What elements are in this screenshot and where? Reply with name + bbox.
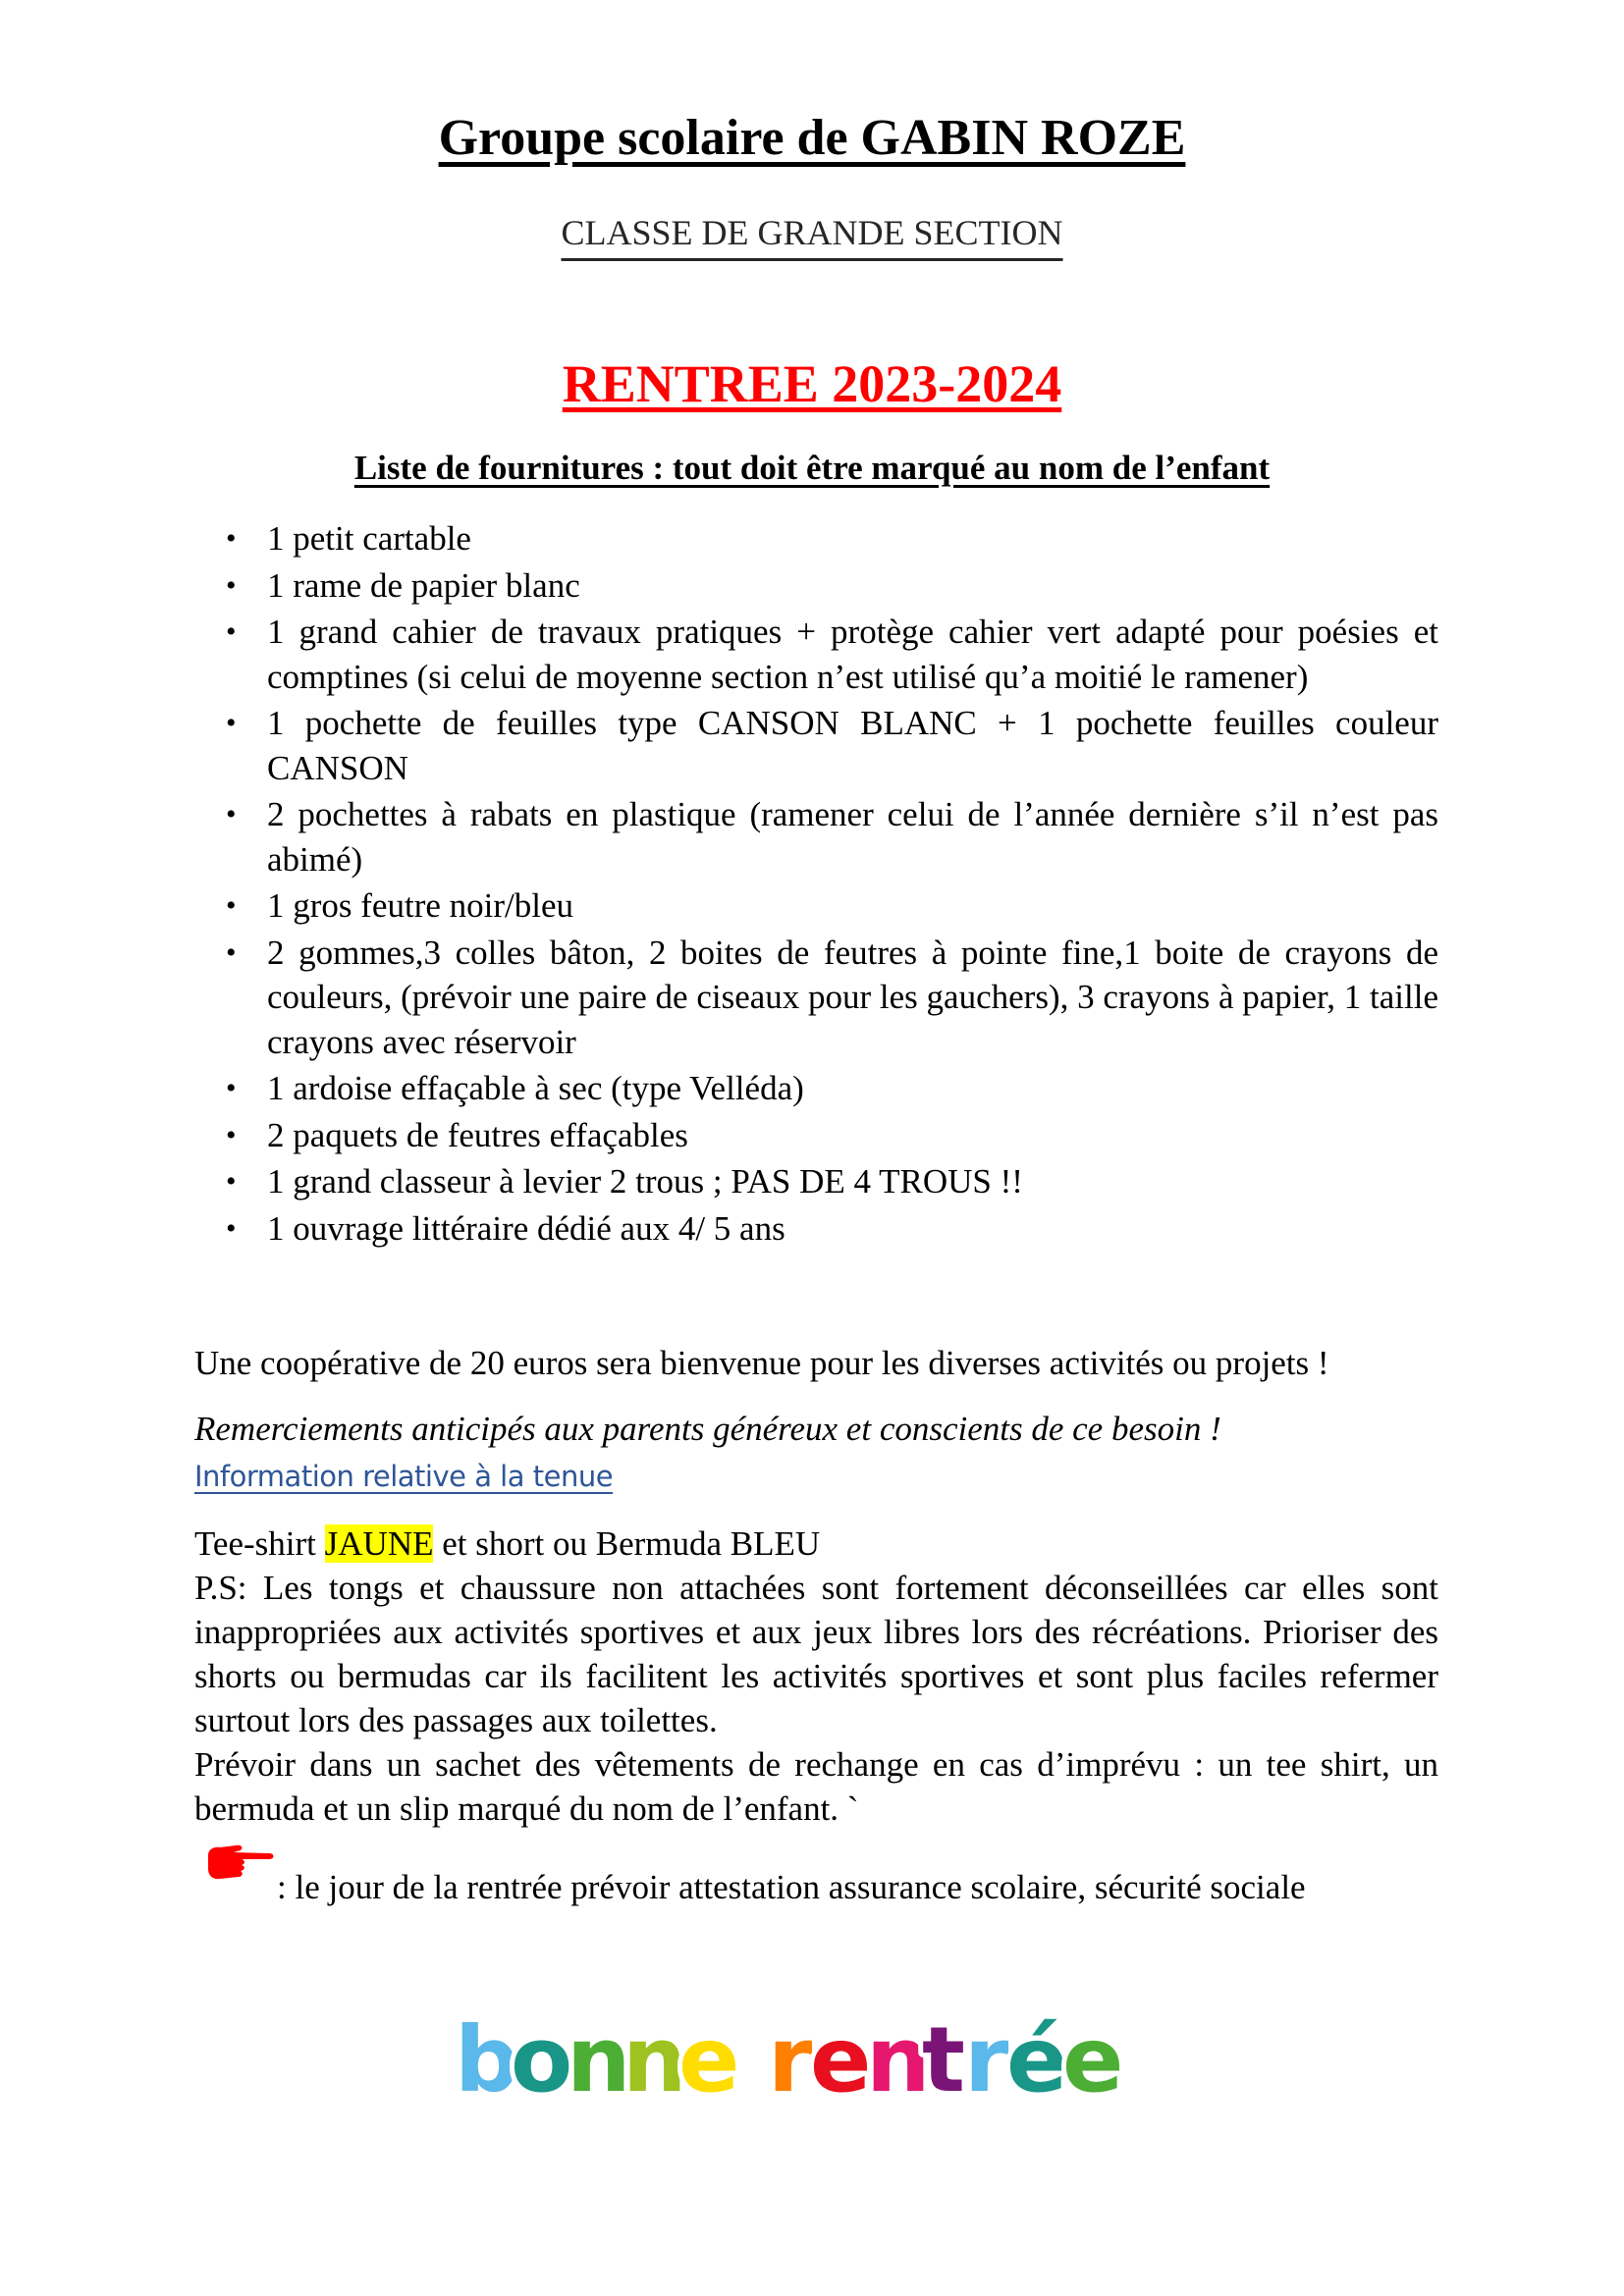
- school-year-heading: [0, 355, 1624, 413]
- bullet-icon: •: [226, 522, 237, 555]
- bullet-icon: •: [226, 1072, 237, 1104]
- pointing-hand-icon: [206, 1843, 275, 1885]
- bullet-icon: •: [226, 935, 237, 969]
- list-item-text: 1 rame de papier blanc: [267, 565, 580, 605]
- list-item: [226, 701, 1438, 790]
- logo-letter: e: [810, 2007, 872, 2110]
- list-item: [226, 610, 1438, 699]
- bullet-icon: •: [226, 889, 237, 922]
- bullet-icon: •: [226, 798, 237, 830]
- logo-letter: n: [623, 2007, 687, 2110]
- list-item-text: 2 gommes,3 colles bâton, 2 boites de feutres à pointe fine,1 boite de crayons de couleurs, (prévoir une paire de ciseaux pour les gauchers), 3 crayons à papier, 1 taille crayons avec réservoir: [267, 933, 1438, 1061]
- logo-letter: e: [1062, 2007, 1124, 2110]
- class-subtitle: [0, 214, 1624, 253]
- school-title-text: Groupe scolaire de GABIN ROZE: [438, 110, 1186, 166]
- logo-letter: b: [455, 2007, 519, 2110]
- list-item: [226, 563, 1438, 609]
- list-item: [226, 1206, 1438, 1252]
- list-item: [226, 931, 1438, 1065]
- logo-letter: é: [1006, 2007, 1068, 2110]
- dress-code-line: [194, 1522, 1438, 1566]
- list-item: [226, 1113, 1438, 1158]
- bullet-icon: •: [226, 1211, 237, 1245]
- list-item: [226, 792, 1438, 881]
- logo-letter: n: [866, 2007, 931, 2110]
- logo-letter: r: [768, 2007, 813, 2110]
- ps-note: P.S: Les tongs et chaussure non attachées sont fortement déconseillées car elles sont inappropriées aux activités sportives et aux jeux libres lors des récréations. Prioriser des shorts ou bermudas car ils facilitent les activités sportives et sont plus faciles refermer surtout lors des passages aux toilettes.: [194, 1569, 1438, 1739]
- logo-letter: t: [922, 2007, 965, 2110]
- list-item: [226, 1066, 1438, 1111]
- list-item-text: 1 pochette de feuilles type CANSON BLANC + 1 pochette feuilles couleur CANSON: [267, 704, 1438, 787]
- supplies-list-heading-text: Liste de fournitures : tout doit être marqué au nom de l’enfant: [353, 449, 1271, 487]
- dress-code-heading: Information relative à la tenue: [194, 1460, 614, 1493]
- highlighted-color: JAUNE: [324, 1524, 434, 1563]
- list-item: [226, 516, 1438, 561]
- list-item-text: 1 petit cartable: [267, 519, 471, 558]
- bullet-icon: •: [226, 615, 237, 648]
- dress-code-text: Tee-shirt: [194, 1524, 325, 1563]
- list-item-text: 1 grand classeur à levier 2 trous ; PAS DE 4 TROUS !!: [267, 1162, 1023, 1201]
- logo-letter: o: [511, 2007, 573, 2110]
- bullet-icon: •: [226, 568, 237, 602]
- logo-letter: n: [567, 2007, 631, 2110]
- supplies-list: [226, 516, 1438, 1253]
- dress-code-section: [194, 1522, 1438, 1831]
- logo-letter: e: [678, 2007, 740, 2110]
- bullet-icon: •: [226, 1165, 237, 1198]
- logo-letter: r: [964, 2007, 1009, 2110]
- school-title: [0, 110, 1624, 166]
- class-subtitle-text: CLASSE DE GRANDE SECTION: [561, 213, 1063, 252]
- list-item-text: 1 ouvrage littéraire dédié aux 4/ 5 ans: [267, 1208, 785, 1248]
- list-item-text: 2 paquets de feutres effaçables: [267, 1115, 688, 1154]
- list-item-text: 1 ardoise effaçable à sec (type Velléda): [267, 1069, 804, 1107]
- bullet-icon: •: [226, 1118, 237, 1151]
- supplies-list-heading: [0, 450, 1624, 488]
- thanks-note: Remerciements anticipés aux parents généreux et conscients de ce besoin !: [194, 1410, 1221, 1448]
- bonne-rentree-logo: [447, 1993, 1144, 2110]
- cooperative-note: Une coopérative de 20 euros sera bienvenue pour les diverses activités ou projets !: [194, 1344, 1329, 1382]
- list-item-text: 1 grand cahier de travaux pratiques + protège cahier vert adapté pour poésies et comptines (si celui de moyenne section n’est utilisé qu’a moitié le ramener): [267, 613, 1438, 696]
- school-year-text: RENTREE 2023-2024: [562, 354, 1062, 413]
- list-item: [226, 1159, 1438, 1204]
- first-day-reminder: : le jour de la rentrée prévoir attestation assurance scolaire, sécurité sociale: [277, 1868, 1306, 1906]
- list-item: [226, 883, 1438, 929]
- spare-clothes-note: Prévoir dans un sachet des vêtements de rechange en cas d’imprévu : un tee shirt, un bermuda et un slip marqué du nom de l’enfant. `: [194, 1745, 1438, 1828]
- bullet-icon: •: [226, 707, 237, 739]
- list-item-text: 1 gros feutre noir/bleu: [267, 886, 573, 925]
- list-item-text: 2 pochettes à rabats en plastique (ramener celui de l’année dernière s’il n’est pas abimé): [267, 795, 1438, 879]
- dress-code-text-rest: et short ou Bermuda BLEU: [433, 1524, 821, 1563]
